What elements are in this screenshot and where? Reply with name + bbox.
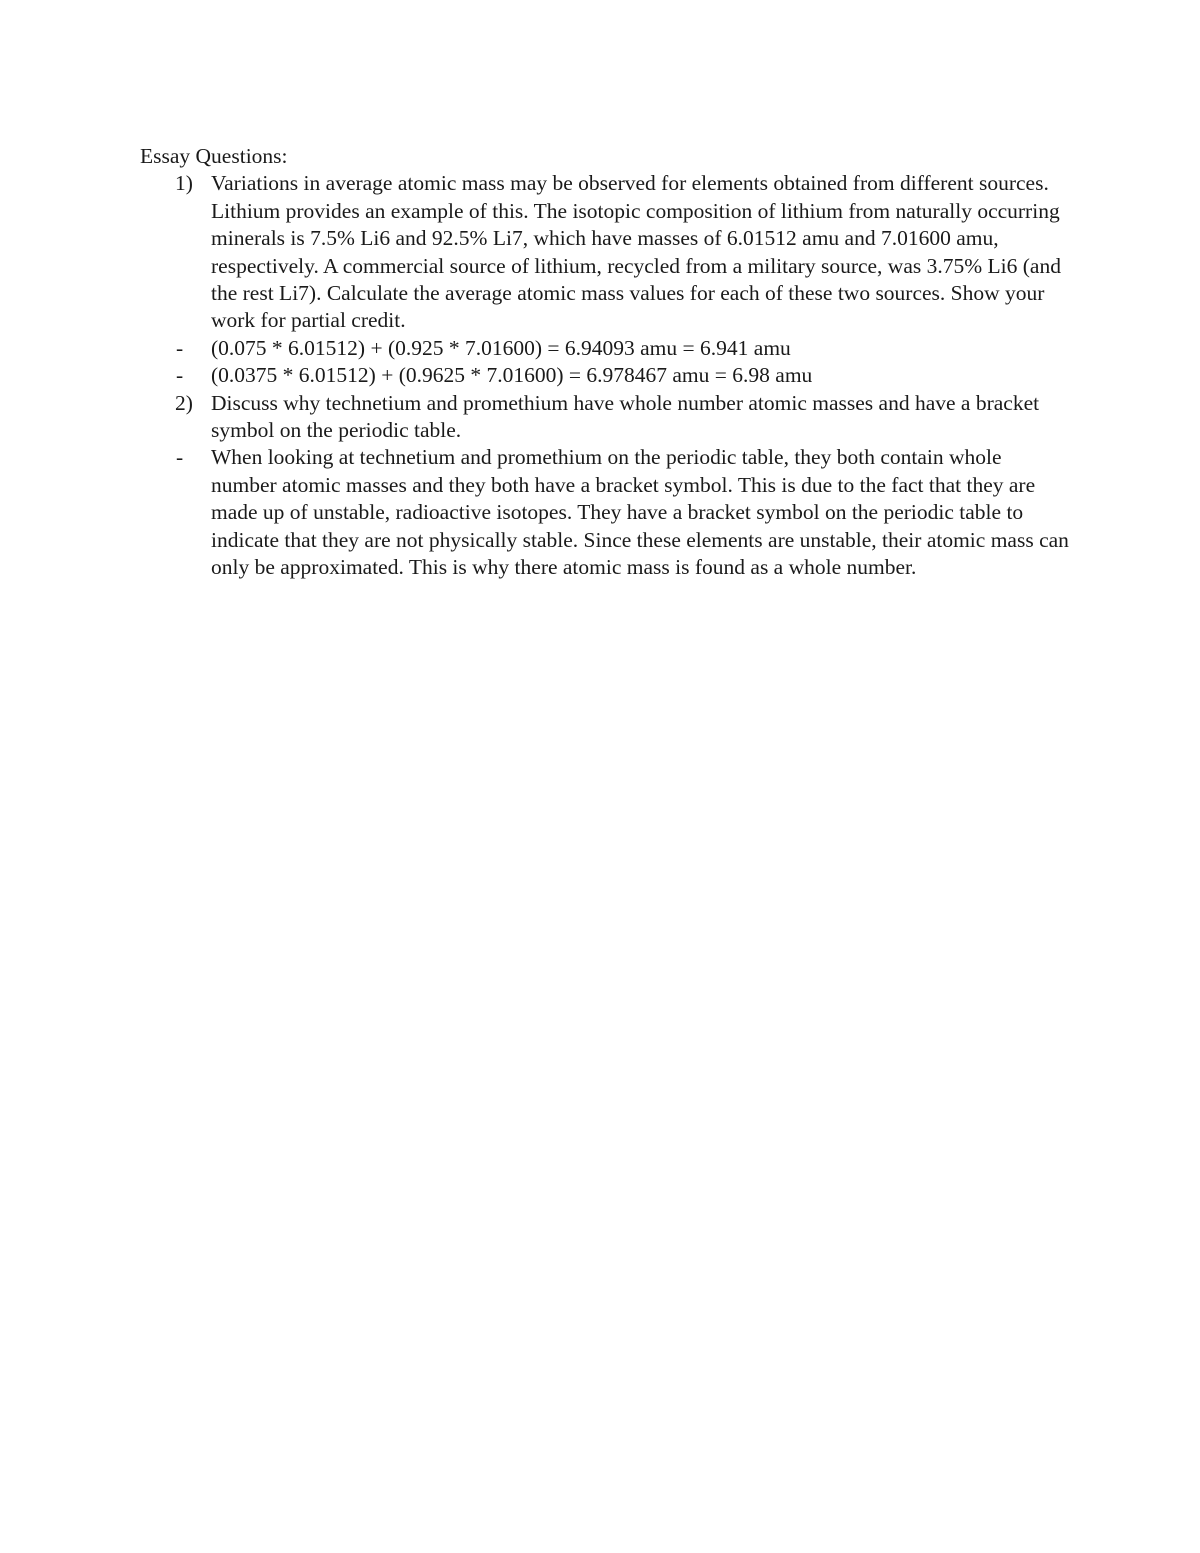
list-dash: - <box>176 445 184 470</box>
answer-1b <box>140 362 1070 389</box>
question-2 <box>140 390 1070 445</box>
question-2-text: Discuss why technetium and promethium have whole number atomic masses and have a bracket symbol on the periodic table. <box>211 390 1040 443</box>
answer-2-text: When looking at technetium and promethium on the periodic table, they both contain whole number atomic masses and they both have a bracket symbol. This is due to the fact that they are made up of unstable, radioactive isotopes. They have a bracket symbol on the periodic table to indicate that they are not physically stable. Since these elements are unstable, their atomic mass can only be approximated. This is why there atomic mass is found as a whole number. <box>211 445 1069 580</box>
list-dash: - <box>176 363 184 388</box>
answer-1b-text: (0.0375 * 6.01512) + (0.9625 * 7.01600) = 6.978467 amu = 6.98 amu <box>211 363 813 388</box>
question-1-text: Variations in average atomic mass may be observed for elements obtained from different sources. Lithium provides an example of this. The isotopic composition of lithium from naturally occurring minerals is 7.5% Li6 and 92.5% Li7, which have masses of 6.01512 amu and 7.01600 amu, respectively. A commercial source of lithium, recycled from a military source, was 3.75% Li6 (and the rest Li7). Calculate the average atomic mass values for each of these two sources. Show your work for partial credit. <box>211 171 1061 333</box>
list-number: 1) <box>175 171 193 196</box>
section-heading: Essay Questions: <box>140 144 288 168</box>
document-body <box>140 143 1070 582</box>
list-dash: - <box>176 335 184 360</box>
list-number: 2) <box>175 390 193 415</box>
answer-2 <box>140 444 1070 581</box>
answer-1a <box>140 335 1070 362</box>
question-1 <box>140 170 1070 334</box>
answer-1a-text: (0.075 * 6.01512) + (0.925 * 7.01600) = 6.94093 amu = 6.941 amu <box>211 335 791 360</box>
